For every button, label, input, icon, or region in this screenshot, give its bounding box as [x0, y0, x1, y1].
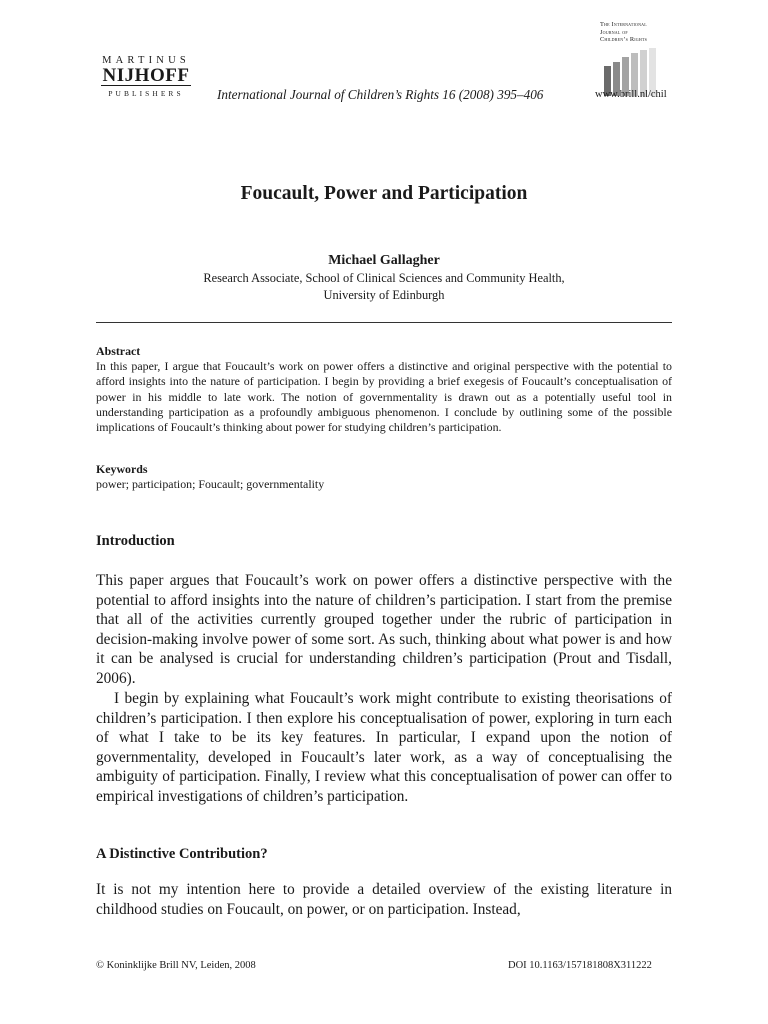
introduction-paragraph-1: This paper argues that Foucault’s work on power offers a distinctive perspective with the potential to afford insights into the nature of children’s participation. I start from the premise that all of the activities currently grouped together under the rubric of participation in decision-making involve power of some sort. As such, thinking about what power is and how it can be analysed is crucial for understanding children’s participation (Prout and Tisdall, 2006). — [96, 572, 672, 687]
abstract-text: In this paper, I argue that Foucault’s work on power offers a distinctive and original perspective with the potential to afford insights into the nature of participation. I begin by providing a brief exegesis of Foucault’s conceptualisation of power in his middle to late work. The notion of governmentality is drawn out as a potentially useful tool in understanding participation as a profoundly ambiguous phenomenon. I conclude by outlining some of the possible implications of Foucault’s thinking about power for studying children’s participation. — [96, 359, 672, 435]
keywords — [96, 462, 672, 492]
header-divider — [96, 322, 672, 323]
journal-citation: International Journal of Children’s Rights 16 (2008) 395–406 — [217, 87, 544, 102]
distinctive-contribution-paragraph-1: It is not my intention here to provide a detailed overview of the existing literature in childhood studies on Foucault, on power, or on participation. Instead, — [96, 881, 672, 918]
article-title: Foucault, Power and Participation — [240, 183, 528, 204]
journal-logo — [600, 21, 670, 96]
keywords-heading: Keywords — [96, 462, 148, 476]
journal-logo-line-1: The International — [600, 21, 647, 28]
publisher-logo-bottom: PUBLISHERS — [108, 89, 184, 98]
publisher-logo — [96, 55, 196, 100]
author-affiliation-line-2: University of Edinburgh — [323, 288, 445, 302]
introduction-paragraph-2: I begin by explaining what Foucault’s work might contribute to existing theorisations of children’s participation. I then explore his conceptualisation of power, exploring in turn each of what I take to be its key features. In particular, I expand upon the notion of governmentality, developed in Foucault’s later work, as a way of conceptualising the ambiguity of participation. Finally, I review what this conceptualisation of power can offer to empirical investigations of children’s participation. — [96, 690, 672, 805]
journal-logo-line-2: Journal of — [600, 28, 628, 36]
publisher-logo-top: MARTINUS — [102, 55, 190, 66]
abstract-heading: Abstract — [96, 344, 141, 358]
author-name: Michael Gallagher — [328, 253, 440, 268]
section-heading-introduction: Introduction — [96, 533, 175, 549]
journal-url[interactable]: www.brill.nl/chil — [595, 89, 667, 100]
publisher-logo-middle: NIJHOFF — [102, 65, 190, 86]
author-affiliation-line-1: Research Associate, School of Clinical Sciences and Community Health, — [203, 271, 565, 285]
footer-doi: DOI 10.1163/157181808X311222 — [508, 960, 652, 971]
journal-logo-line-3: Children’s Rights — [600, 36, 648, 44]
keywords-text: power; participation; Foucault; governmentality — [96, 477, 325, 492]
footer-copyright: © Koninklijke Brill NV, Leiden, 2008 — [96, 960, 256, 971]
section-heading-distinctive-contribution: A Distinctive Contribution? — [96, 846, 268, 862]
author-block — [96, 252, 672, 304]
abstract — [96, 344, 672, 435]
